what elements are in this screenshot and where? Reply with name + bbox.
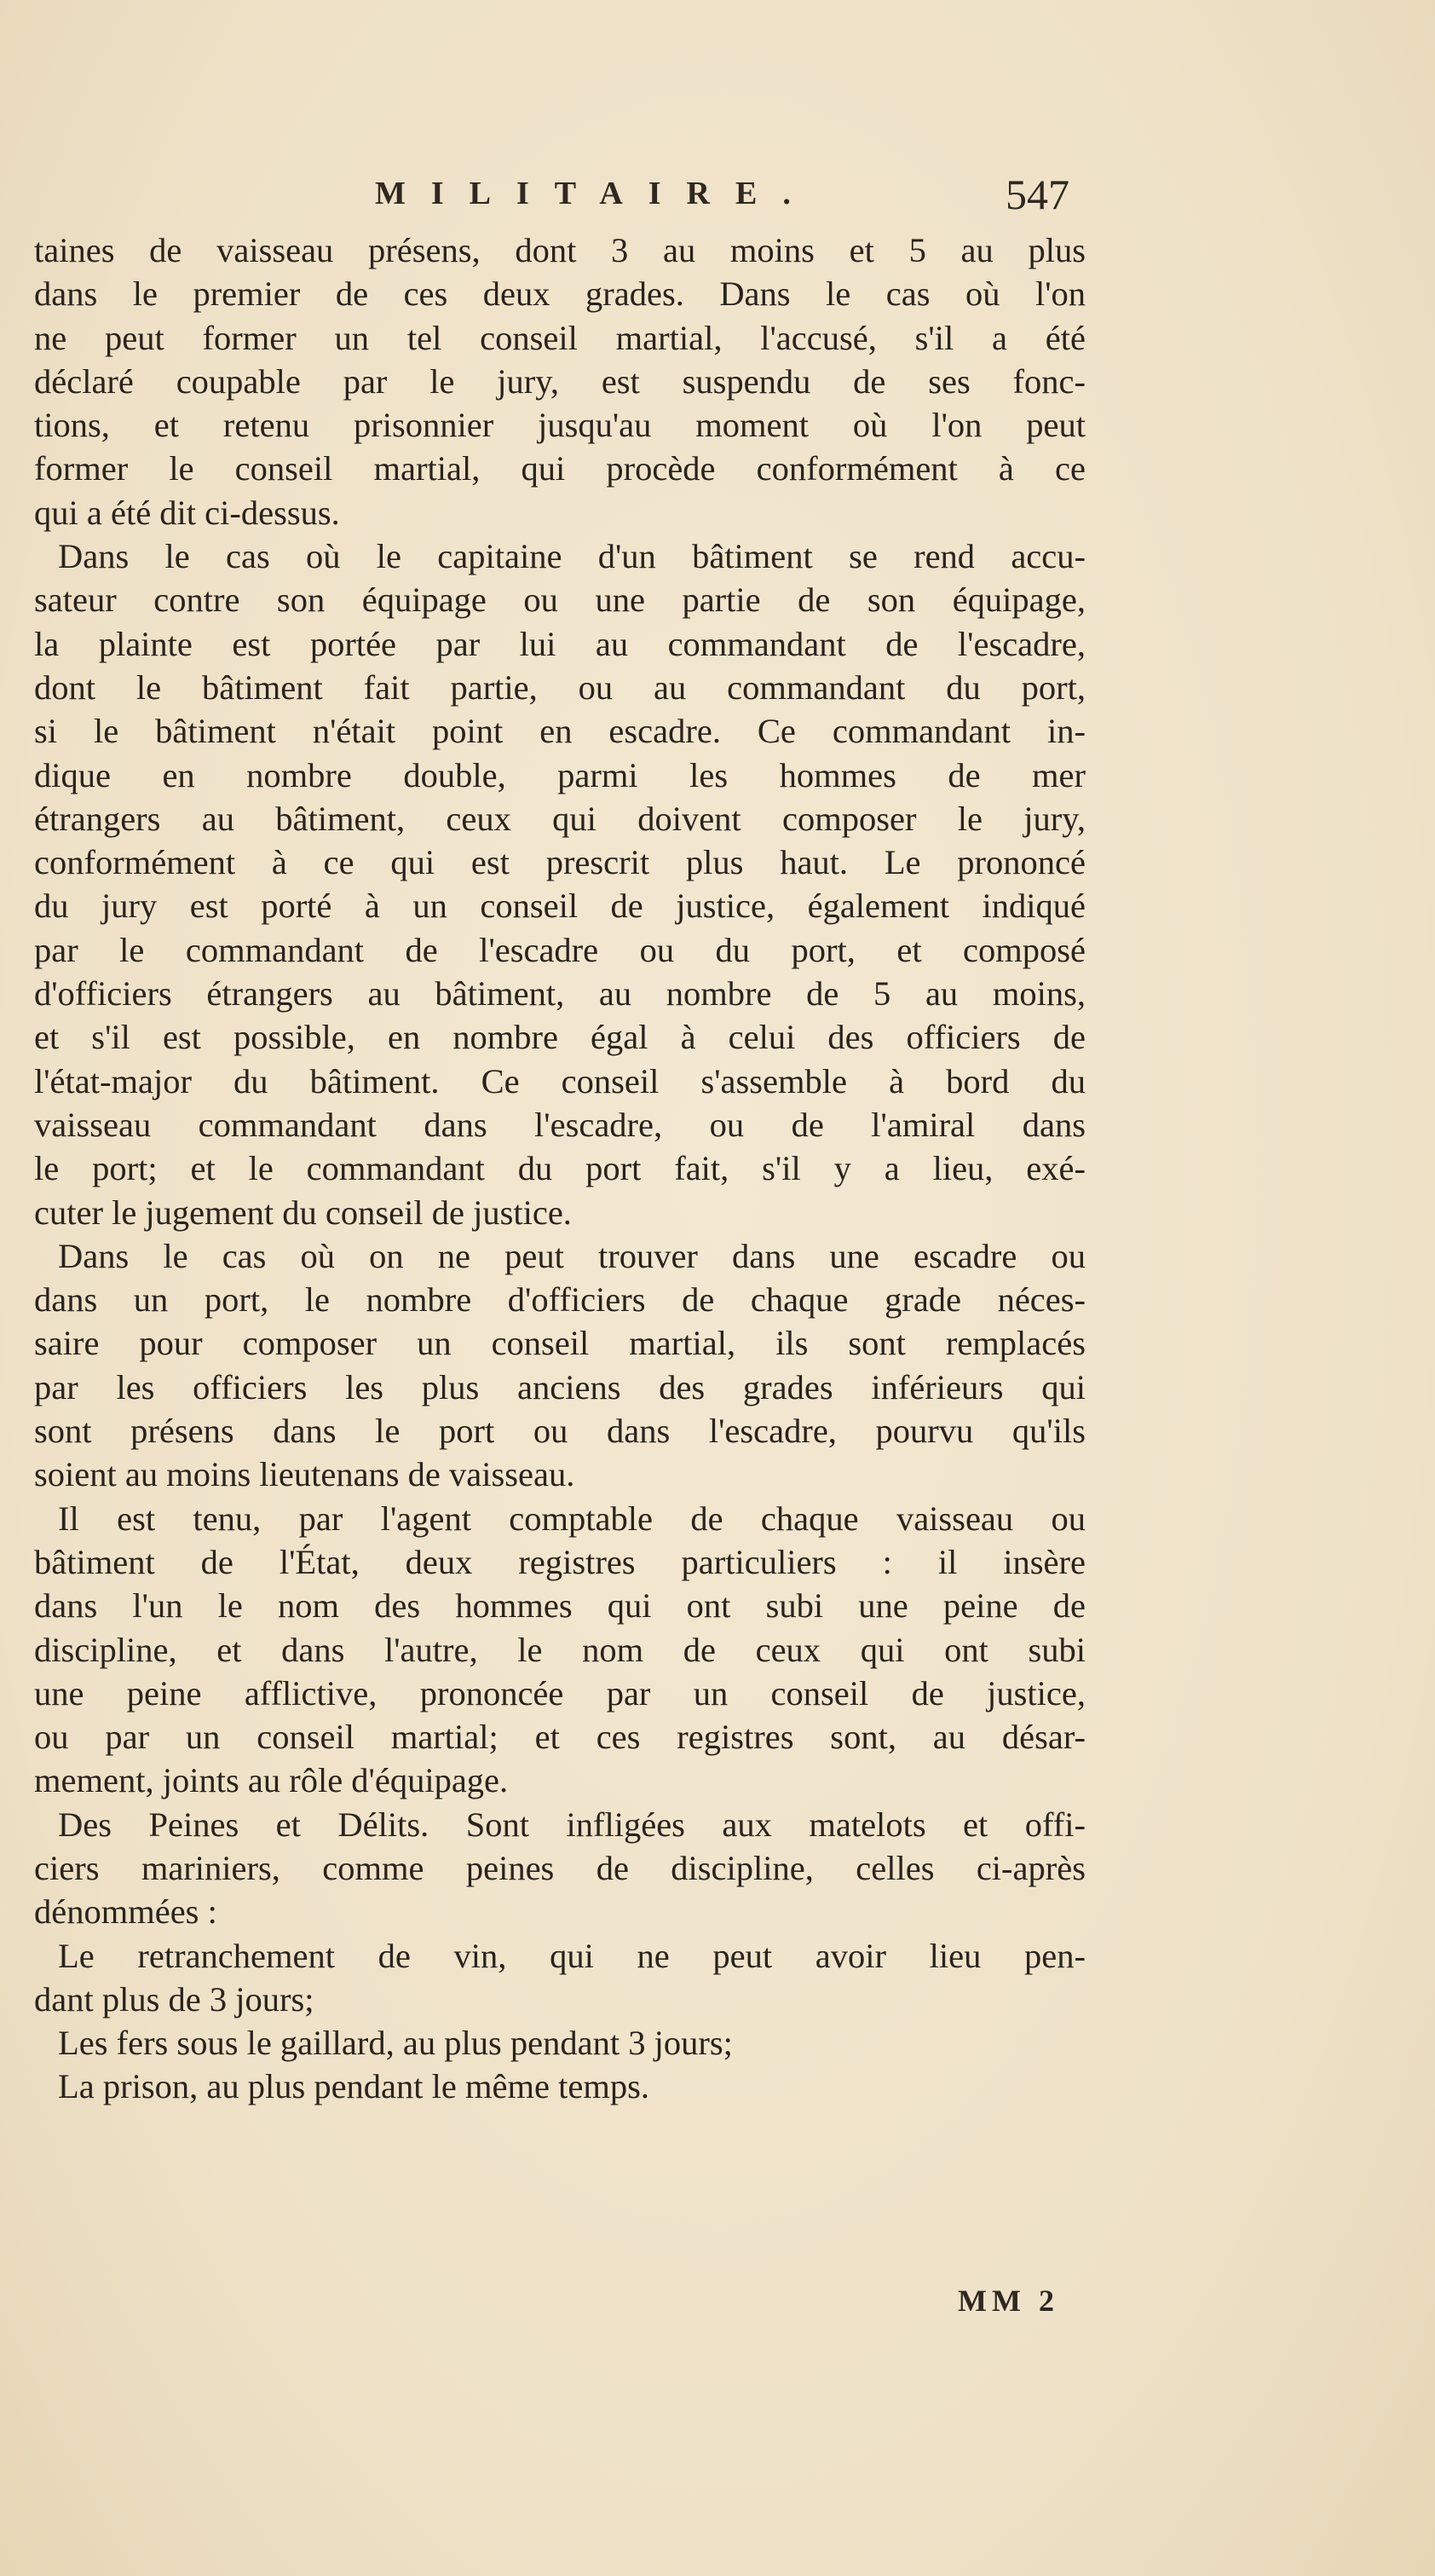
text-line: sont présens dans le port ou dans l'escadre, pourvu qu'ils — [34, 1412, 1086, 1451]
text-line: discipline, et dans l'autre, le nom de ceux qui ont subi — [34, 1630, 1086, 1669]
text-line: mement, joints au rôle d'équipage. — [34, 1761, 509, 1800]
text-line: une peine afflictive, prononcée par un conseil de justice, — [34, 1673, 1086, 1713]
text-line: ciers mariniers, comme peines de discipline, celles ci-après — [34, 1848, 1086, 1887]
text-line: dans l'un le nom des hommes qui ont subi une peine de — [34, 1586, 1086, 1626]
text-line: taines de vaisseau présens, dont 3 au moins et 5 au plus — [34, 231, 1086, 269]
text-line: dans un port, le nombre d'officiers de chaque grade néces- — [34, 1280, 1086, 1320]
text-line: Dans le cas où on ne peut trouver dans une escadre ou — [58, 1236, 1086, 1275]
text-line: saire pour composer un conseil martial, ils sont remplacés — [34, 1324, 1086, 1363]
text-line: bâtiment de l'État, deux registres particuliers : il insère — [34, 1542, 1086, 1581]
text-line: Il est tenu, par l'agent comptable de chaque vaisseau ou — [58, 1499, 1086, 1538]
text-line: si le bâtiment n'était point en escadre. Ce commandant in- — [34, 712, 1086, 751]
text-line: dont le bâtiment fait partie, ou au commandant du port, — [34, 667, 1086, 707]
text-line: dans le premier de ces deux grades. Dans le cas où l'on — [34, 274, 1086, 314]
text-line: déclaré coupable par le jury, est suspendu de ses fonc- — [34, 361, 1086, 401]
text-line: vaisseau commandant dans l'escadre, ou de l'amiral dans — [34, 1105, 1086, 1144]
text-line: du jury est porté à un conseil de justice, également indiqué — [34, 887, 1086, 926]
text-line: La prison, au plus pendant le même temps. — [58, 2067, 649, 2106]
text-line: former le conseil martial, qui procède conformément à ce — [34, 449, 1086, 488]
text-line: et s'il est possible, en nombre égal à celui des officiers de — [34, 1018, 1086, 1057]
text-line: dant plus de 3 jours; — [34, 1979, 314, 2019]
text-line: la plainte est portée par lui au commandant de l'escadre, — [34, 624, 1086, 663]
text-line: Des Peines et Délits. Sont infligées aux matelots et offi- — [58, 1805, 1086, 1844]
running-title: MILITAIRE. — [375, 176, 816, 211]
body-text — [34, 228, 1086, 2109]
text-line: sateur contre son équipage ou une partie de son équipage, — [34, 580, 1086, 620]
text-line: qui a été dit ci-dessus. — [34, 493, 340, 532]
text-line: par les officiers les plus anciens des grades inférieurs qui — [34, 1367, 1086, 1406]
page-header — [0, 170, 1435, 226]
page-footer — [0, 2283, 1435, 2334]
text-line: étrangers au bâtiment, ceux qui doivent composer le jury, — [34, 799, 1086, 838]
text-line: cuter le jugement du conseil de justice. — [34, 1193, 572, 1232]
text-line: ou par un conseil martial; et ces registres sont, au désar- — [34, 1718, 1086, 1757]
text-line: dénommées : — [34, 1892, 217, 1932]
text-line: ne peut former un tel conseil martial, l'accusé, s'il a été — [34, 318, 1086, 357]
text-line: Dans le cas où le capitaine d'un bâtiment se rend accu- — [58, 537, 1086, 576]
text-line: dique en nombre double, parmi les hommes de mer — [34, 755, 1086, 794]
text-line: d'officiers étrangers au bâtiment, au nombre de 5 au moins, — [34, 974, 1086, 1014]
text-line: conformément à ce qui est prescrit plus haut. Le prononcé — [34, 843, 1086, 882]
page-number: 547 — [1006, 170, 1069, 218]
text-line: Les fers sous le gaillard, au plus pendant 3 jours; — [58, 2024, 733, 2063]
text-line: le port; et le commandant du port fait, s'il y a lieu, exé- — [34, 1149, 1086, 1188]
text-line: tions, et retenu prisonnier jusqu'au moment où l'on peut — [34, 406, 1086, 445]
text-line: Le retranchement de vin, qui ne peut avoir lieu pen- — [58, 1936, 1086, 1975]
signature-mark: MM 2 — [958, 2284, 1059, 2318]
text-line: par le commandant de l'escadre ou du port, et composé — [34, 930, 1086, 969]
text-line: l'état-major du bâtiment. Ce conseil s'assemble à bord du — [34, 1061, 1086, 1100]
text-line: soient au moins lieutenans de vaisseau. — [34, 1455, 575, 1494]
